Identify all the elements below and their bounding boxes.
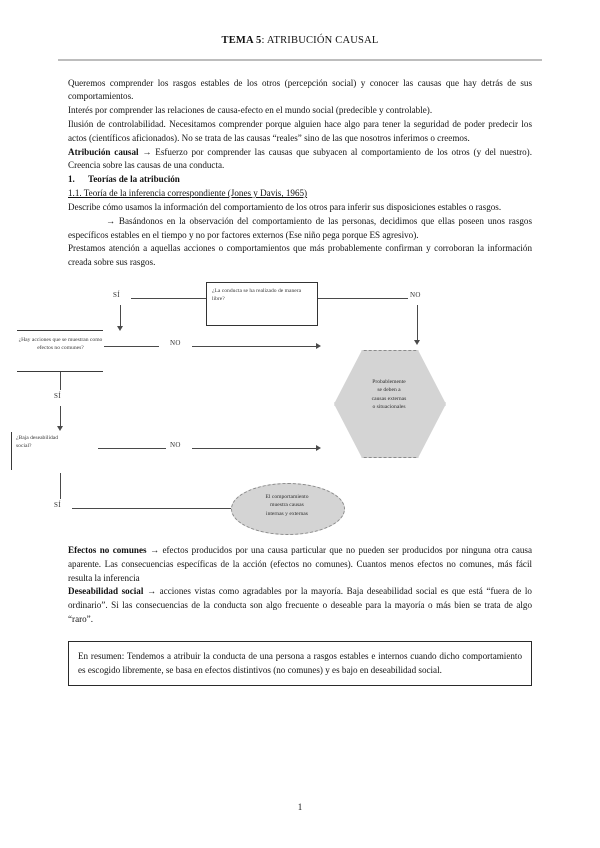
flowchart-line-si1-down: [120, 305, 121, 328]
ellipse-line-3: internas y externas: [266, 510, 308, 517]
hexagon-line-1: Probablemente: [372, 378, 406, 385]
theory-paragraph-3: Prestamos atención a aquellas acciones o comportamientos que más probablemente confirman y corroboran la información creada sobre sus rasgos.: [68, 243, 532, 268]
flowchart-line-si2-down-2: [60, 406, 61, 428]
hexagon-line-3: causas externas: [371, 395, 407, 402]
section-list-item: [68, 173, 532, 187]
flowchart-line-si3-to-ellipse: [72, 508, 232, 509]
flowchart-line-q3-to-no3: [98, 448, 166, 449]
flowchart-line-si3-down: [60, 473, 61, 499]
section-number: 1.: [68, 174, 75, 185]
flowchart-arrow-no3-right: [316, 445, 321, 451]
theory-paragraph-2: → Basándonos en la observación del comportamiento de las personas, decidimos que ellas poseen unos rasgos específicos estables en el tiempo y no por factores externos (Ese niño pega porque ES agresivo).: [68, 215, 532, 240]
flowchart-line-no1-down: [417, 305, 418, 341]
flowchart-label-no-1: NO: [410, 290, 421, 299]
concepts-block: [68, 544, 532, 627]
flowchart-arrow-no1-down: [414, 340, 420, 345]
intro-paragraph-2: Interés por comprender las relaciones de causa-efecto en el mundo social (predecible y controlable).: [68, 105, 433, 116]
concept-paragraph-2: [68, 585, 532, 626]
flowchart-line-si2-down: [60, 372, 61, 390]
definition-term: Atribución causal: [68, 146, 139, 157]
definition-paragraph: [68, 146, 532, 174]
flowchart-line-si1-to-box1: [131, 298, 206, 299]
flowchart-label-no-3: NO: [170, 440, 181, 449]
concept-arrow-1: →: [149, 544, 160, 555]
page-title-rest: : ATRIBUCIÓN CAUSAL: [261, 35, 379, 46]
hexagon-line-4: o situacionales: [372, 404, 406, 411]
flowchart-question-3-text: ¿Baja deseabilidad social?: [16, 434, 59, 450]
intro-paragraph-3: Ilusión de controlabilidad. Necesitamos comprender porque alguien hace algo para tener la seguridad de poder predecir los actos (científicos aficionados). No se trata de las causas “reales” sino de las que nosotros inferimos o creemos.: [68, 119, 532, 143]
flowchart-line-no2-to-hex: [192, 346, 317, 347]
hexagon-line-2: se deben a: [377, 387, 401, 394]
flowchart-question-2-text: ¿Hay acciones que se muestran como efectos no comunes?: [18, 336, 103, 352]
attribution-flowchart: [0, 280, 600, 538]
flowchart-ellipse-label: [231, 493, 343, 518]
flowchart-question-3-bar: [11, 432, 12, 470]
flowchart-label-si-3: SÍ: [54, 500, 61, 509]
concept-paragraph-1: [68, 544, 532, 585]
definition-arrow: →: [142, 146, 152, 157]
summary-text: En resumen: Tendemos a atribuir la conducta de una persona a rasgos estables e internos cuando dicho comportamiento es escogido libremente, se basa en efectos distintivos (no comunes) y es bajo en deseabilidad social.: [78, 650, 522, 675]
flowchart-line-q2-to-no2: [104, 346, 159, 347]
summary-box: [68, 641, 532, 686]
page-number: 1: [297, 802, 303, 812]
theory-paragraph-1: Describe cómo usamos la información del comportamiento de los otros para inferir sus disposiciones estables o rasgos.: [68, 201, 502, 212]
flowchart-label-si-1: SÍ: [113, 290, 120, 299]
definition-text: Esfuerzo por comprender las causas que subyacen al comportamiento de los otros (y del nuestro). Creencia sobre las causas de una conducta.: [68, 146, 532, 171]
flowchart-arrow-si1-down: [117, 326, 123, 331]
ellipse-line-1: El comportamiento: [265, 493, 309, 500]
flowchart-line-box1-to-no1: [318, 298, 408, 299]
header-divider: [58, 59, 542, 61]
flowchart-question-1-box: [206, 282, 318, 326]
concept-term-2: Deseabilidad social: [68, 586, 144, 597]
ellipse-line-2: muestra causas: [270, 502, 304, 509]
page-title-bold: TEMA 5: [221, 35, 262, 46]
concept-text-2: acciones vistas como agradables por la mayoría. Baja deseabilidad social es que está “fuera de lo ordinario”. Si las consecuencias de la conducta son algo frecuente o deseable para la mayoría o más bien se trata de algo “raro”.: [68, 586, 532, 625]
section-subheading: 1.1. Teoría de la inferencia correspondiente (Jones y Davis, 1965): [68, 188, 308, 199]
flowchart-question-1-text: ¿La conducta se ha realizado de manera libre?: [212, 287, 302, 303]
concept-text-1: efectos producidos por una causa particular que no pueden ser producidos por ninguna otra causa aparente. Las consecuencias específicas de la acción (efectos no comunes). Cuantos menos efectos no comunes, más fácil resulta la inferencia: [68, 544, 532, 583]
flowchart-arrow-no2-right: [316, 343, 321, 349]
concept-term-1: Efectos no comunes: [68, 544, 147, 555]
intro-block: [68, 77, 532, 270]
intro-paragraph-1: Queremos comprender los rasgos estables de los otros (percepción social) y conocer las causas que hay detrás de sus comportamientos.: [68, 77, 532, 102]
page-title: [0, 35, 600, 48]
flowchart-label-si-2: SÍ: [54, 391, 61, 400]
section-heading: Teorías de la atribución: [88, 174, 180, 185]
concept-arrow-2: →: [146, 586, 157, 597]
flowchart-line-no3-to-hex: [192, 448, 317, 449]
flowchart-hexagon-label: [334, 378, 444, 412]
flowchart-arrow-si2-down: [57, 426, 63, 431]
flowchart-rule-above-question-2: [17, 330, 103, 331]
flowchart-label-no-2: NO: [170, 338, 181, 347]
